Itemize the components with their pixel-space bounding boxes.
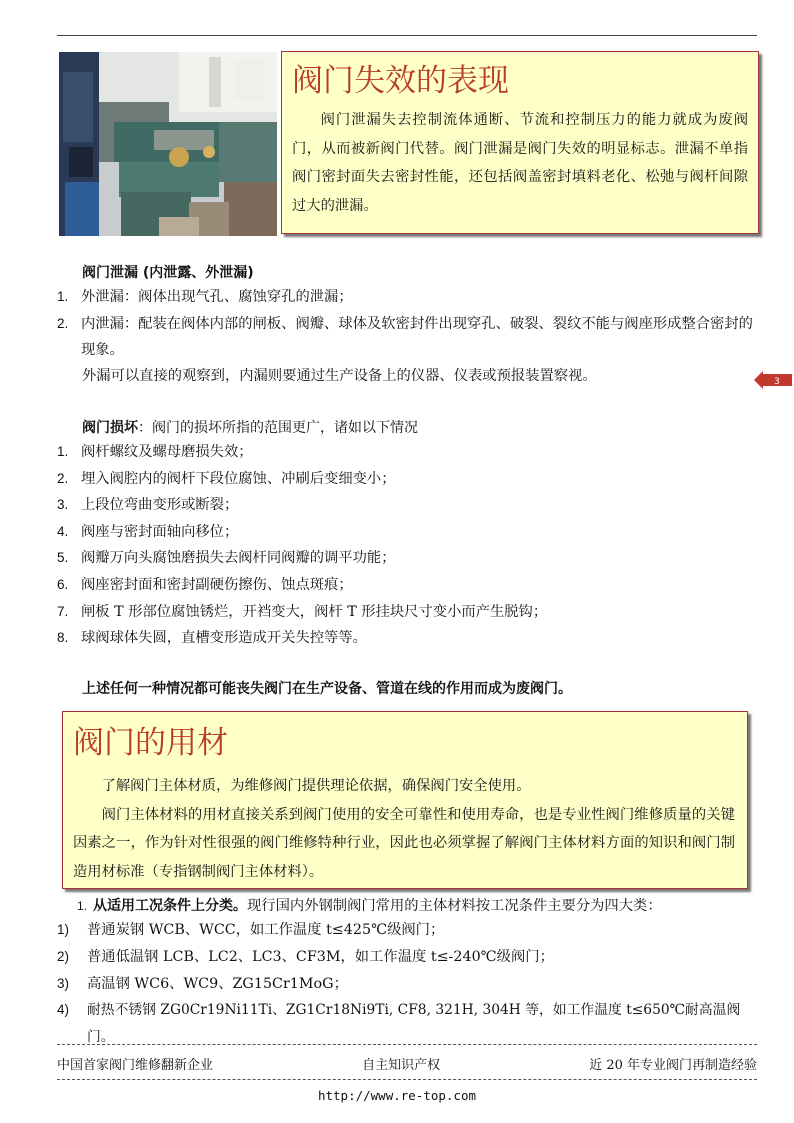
- list-item: 7. 闸板 T 形部位腐蚀锈烂，开裆变大，阀杆 T 形挂块尺寸变小而产生脱钩；: [57, 603, 548, 620]
- materials-list-block: [57, 917, 757, 1051]
- footer-center: 自主知识产权: [362, 1058, 441, 1073]
- damage-heading: 阀门损坏：阀门的损坏所指的范围更广，诸如以下情况: [82, 420, 418, 436]
- list-item: 6. 阀座密封面和密封副硬伤擦伤、蚀点斑痕；: [57, 576, 353, 593]
- page-number: 3: [774, 377, 780, 387]
- workshop-photo: [59, 52, 277, 236]
- footer-url-link[interactable]: http://www.re-top.com: [317, 1088, 477, 1103]
- materials-heading: 1. 从适用工况条件上分类。现行国内外钢制阀门常用的主体材料按工况条件主要分为四大类：: [77, 898, 662, 914]
- list-item: 2. 内泄漏：配装在阀体内部的闸板、阀瓣、球体及软密封件出现穿孔、破裂、裂纹不能与阀座形成整合密封的现象。: [57, 315, 753, 359]
- footer-divider-top: [57, 1044, 757, 1045]
- damage-list-block: [57, 439, 757, 652]
- list-item: 3. 上段位弯曲变形或断裂；: [57, 497, 239, 514]
- list-item: 4) 耐热不锈钢 ZG0Cr19Ni11Ti、ZG1Cr18Ni9Ti, CF8, 321H, 304H 等，如工作温度 t≤650℃耐高温阀门。: [57, 1002, 741, 1046]
- footer-left: 中国首家阀门维修翻新企业: [57, 1058, 214, 1073]
- list-item: 1) 普通炭钢 WCB、WCC，如工作温度 t≤425℃级阀门；: [57, 922, 445, 938]
- section-valve-materials: [62, 711, 748, 889]
- list-item: 4. 阀座与密封面轴向移位；: [57, 523, 239, 540]
- list-item: 3) 高温钢 WC6、WC9、ZG15Cr1MoG；: [57, 975, 348, 992]
- list-item: 5. 阀瓣万向头腐蚀磨损失去阀杆同阀瓣的调平功能；: [57, 550, 396, 567]
- section-title: 阀门的用材: [73, 725, 228, 761]
- section-paragraph: 阀门主体材料的用材直接关系到阀门使用的安全可靠性和使用寿命，也是专业性阀门维修质量的关键因素之一，作为针对性很强的阀门维修特种行业，因此也必须掌握了解阀门主体材料方面的知识和阀门制造用材标准（专指钢制阀门主体材料）。: [73, 806, 735, 880]
- footer-right: 近 20 年专业阀门再制造经验: [589, 1058, 757, 1073]
- header-rule: [57, 35, 757, 36]
- leak-heading: 阀门泄漏 (内泄露、外泄漏): [82, 265, 254, 281]
- leak-note: 外漏可以直接的观察到，内漏则要通过生产设备上的仪器、仪表或预报装置察视。: [82, 368, 597, 384]
- list-item: 1. 阀杆螺纹及螺母磨损失效；: [57, 444, 253, 460]
- page-number-arrow: [754, 371, 792, 389]
- section-paragraph: 阀门泄漏失去控制流体通断、节流和控制压力的能力就成为废阀门，从而被新阀门代替。阀门泄漏是阀门失效的明显标志。泄漏不单指阀门密封面失去密封性能，还包括阀盖密封填料老化、松弛与阀杆间隙过大的泄漏。: [292, 112, 748, 214]
- section-paragraph: 了解阀门主体材质，为维修阀门提供理论依据，确保阀门安全使用。: [101, 778, 531, 794]
- footer: [57, 1054, 757, 1073]
- section-title: 阀门失效的表现: [292, 63, 509, 99]
- footer-divider-bottom: [57, 1079, 757, 1080]
- list-item: 2) 普通低温钢 LCB、LC2、LC3、CF3M，如工作温度 t≤-240℃级阀门；: [57, 948, 554, 965]
- list-item: 2. 埋入阀腔内的阀杆下段位腐蚀、冲刷后变细变小；: [57, 470, 396, 487]
- list-item: 1. 外泄漏：阀体出现气孔、腐蚀穿孔的泄漏；: [57, 289, 353, 305]
- section-valve-failure: [281, 51, 759, 234]
- list-item: 8. 球阀球体失圆，直槽变形造成开关失控等等。: [57, 630, 367, 647]
- conclusion: 上述任何一种情况都可能丧失阀门在生产设备、管道在线的作用而成为废阀门。: [82, 681, 572, 697]
- leak-list-block: [57, 284, 757, 364]
